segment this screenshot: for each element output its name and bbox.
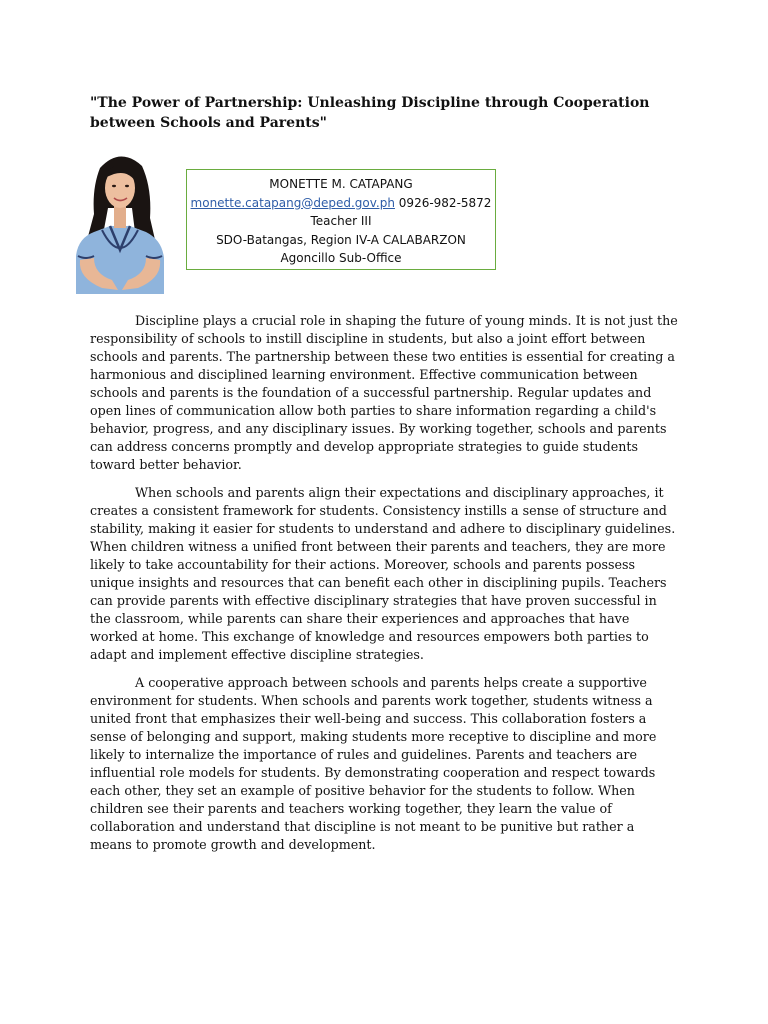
paragraph: A cooperative approach between schools and parents helps create a supportive environment for students. When schools and parents work together, students witness a united front that emphasizes their well-being and success. This collaboration fosters a sense of belonging and support, making students more receptive to discipline and more likely to internalize the importance of rules and guidelines. Parents and teachers are influential role models for students. By demonstrating cooperation and respect towards each other, they set an example of positive behavior for the students to follow. When children see their parents and teachers working together, they learn the value of collaboration and understand that discipline is not meant to be punitive but rather a means to promote growth and development. [90,675,657,852]
author-phone: 0926-982-5872 [398,195,492,210]
author-contact [187,194,495,213]
paragraph: When schools and parents align their expectations and disciplinary approaches, it creates a consistent framework for students. Consistency instills a sense of structure and stability, making it easier for students to understand and adhere to disciplinary guidelines. When children witness a unified front between their parents and teachers, they are more likely to take accountability for their actions. Moreover, schools and parents possess unique insights and resources that can benefit each other in disciplining pupils. Teachers can provide parents with effective disciplinary strategies that have proven successful in the classroom, while parents can share their experiences and approaches that have worked at home. This exchange of knowledge and resources empowers both parties to adapt and implement effective discipline strategies. [90,485,676,662]
article-title: "The Power of Partnership: Unleashing Discipline through Cooperation between Schools and Parents" [90,95,650,131]
author-position: Teacher III [310,214,372,228]
author-info-box [186,169,496,270]
article-body [90,312,678,864]
paragraph: Discipline plays a crucial role in shaping the future of young minds. It is not just the responsibility of schools to instill discipline in students, but also a joint effort between schools and parents. The partnership between these two entities is essential for creating a harmonious and disciplined learning environment. Effective communication between schools and parents is the foundation of a successful partnership. Regular updates and open lines of communication allow both parties to share information regarding a child's behavior, progress, and any disciplinary issues. By working together, schools and parents can address concerns promptly and develop appropriate strategies to guide students toward better behavior. [90,313,678,472]
author-name: MONETTE M. CATAPANG [269,177,413,191]
author-email-link[interactable]: monette.catapang@deped.gov.ph [190,195,395,210]
author-division: SDO-Batangas, Region IV-A CALABARZON [216,232,466,247]
author-photo [72,148,168,294]
author-office: Agoncillo Sub-Office [280,251,402,265]
